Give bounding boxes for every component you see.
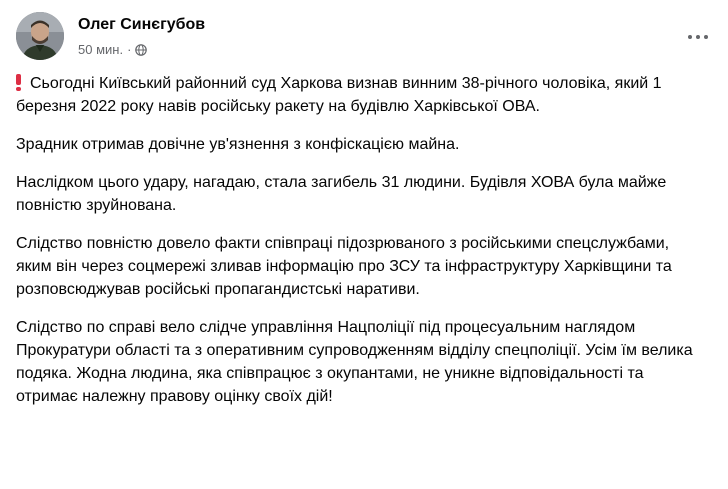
meta-separator: · — [127, 42, 132, 57]
dot-3 — [704, 35, 708, 39]
paragraph-2: Зрадник отримав довічне ув'язнення з конфіскацією майна. — [16, 136, 460, 153]
dot-1 — [688, 35, 692, 39]
post-body — [16, 72, 696, 423]
paragraph-4: Слідство повністю довело факти співпраці підозрюваного з російськими спецслужбами, яким він через соцмережі зливав інформацію про ЗСУ та інфраструктуру Харківщини та розповсюджував російські пропагандистські наративи. — [16, 235, 672, 298]
paragraph-1-text: Сьогодні Київський районний суд Харкова визнав винним 38-річного чоловіка, який 1 березня 2022 року навів російську ракету на будівлю Харківської ОВА. — [16, 75, 662, 115]
red-exclamation-icon — [16, 74, 22, 90]
post-header — [16, 12, 712, 64]
author-name[interactable]: Олег Синєгубов — [78, 16, 206, 33]
paragraph-3: Наслідком цього удару, нагадаю, стала загибель 31 людини. Будівля ХОВА була майже повністю зруйнована. — [16, 174, 667, 214]
globe-icon[interactable] — [135, 44, 147, 56]
avatar[interactable] — [16, 12, 64, 60]
post-time[interactable]: 50 мин. — [78, 42, 124, 57]
dot-2 — [696, 35, 700, 39]
avatar-photo — [16, 12, 64, 60]
paragraph-5: Слідство по справі вело слідче управління Нацполіції під процесуальним наглядом Прокуратури області та з оперативним супроводженням відділу спецполіції. Усім їм велика подяка. Жодна людина, яка співпрацює з окупантами, не уникне відповідальності та отримає належну правову оцінку своїх дій! — [16, 319, 693, 405]
more-horizontal-icon[interactable] — [684, 30, 712, 44]
paragraph-1 — [16, 72, 696, 118]
post-meta — [78, 42, 147, 57]
